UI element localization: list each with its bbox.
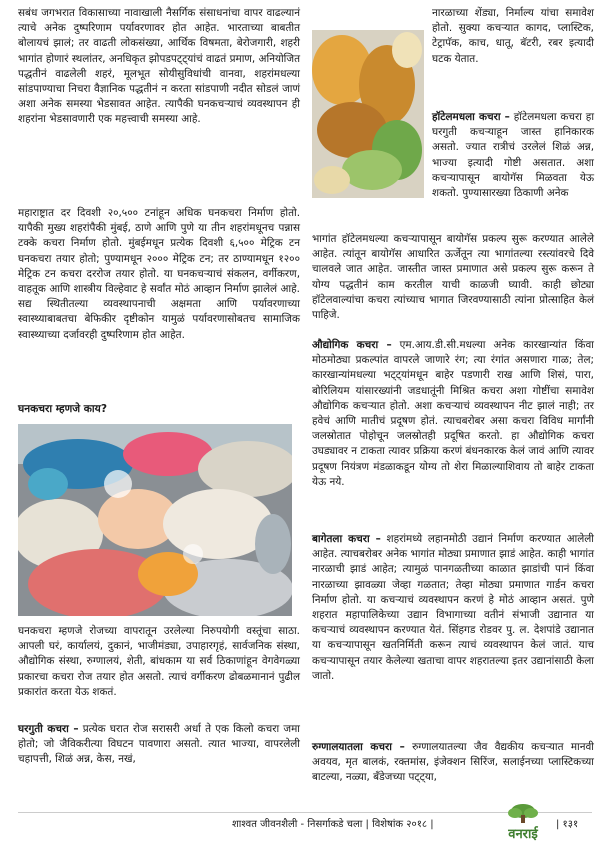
intro-paragraph: सबंध जगभरात विकासाच्या नावाखाली नैसर्गिक संसाधनांचा वापर वाढल्यानं त्याचे अनेक दुष्परिणाम पर्यावरणावर होत आहेत. भारताच्या बाबतीत बोलायचं झालं; तर वाढती लोकसंख्या, आर्थिक विषमता, बेरोजगारी, शहरी भागांत होणारं स्थलांतर, अनधिकृत झोपडपट्ट्यांचं वाढतं प्रमाण, अनियोजित पद्धतीनं वाढलेली शहरं, मूलभूत सोयीसुविधांची वानवा, शहरांमधल्या सांडपाण्याचा निचरा वैज्ञानिक पद्धतीनं न करता सांडपाणी नदीत सोडलं जाणं अशा अनेक समस्या भेडसावत आहेत. त्यापैकी घनकचऱ्याचं व्यवस्थापन ही शहरांना भेडसावणारी एक महत्त्वाची समस्या आहे.	[18, 7, 300, 126]
dry-waste-continuation: नारळाच्या शेंड्या, निर्माल्य यांचा समावेश होतो. सुक्या कचऱ्यात कागद, प्लास्टिक, टेट्रापॅक, काच, धातू, बॅटरी, रबर इत्यादी घटक येतात.	[432, 7, 594, 65]
garden-waste-title: बागेतला कचरा –	[312, 533, 381, 545]
logo-text: वनराई	[508, 827, 538, 842]
waste-pile-photo	[18, 424, 292, 616]
household-waste-paragraph	[18, 722, 300, 768]
food-waste-photo	[312, 30, 424, 198]
industrial-waste-title: औद्योगिक कचरा –	[312, 339, 392, 351]
waste-pile-illustration	[18, 424, 292, 616]
industrial-waste-paragraph	[312, 338, 594, 490]
tree-icon	[498, 802, 548, 844]
household-waste-title: घरगुती कचरा –	[18, 723, 79, 735]
industrial-waste-text: एम.आय.डी.सी.मधल्या अनेक कारखान्यांत किंवा मोठमोठ्या प्रकल्पांत वापरले जाणारे रंग; त्या रंगांत असणारा गाळ; तेल; कारखान्यांमधल्या भट्ट्यांमधून बाहेर पडणारी राख आणि शिसं, पारा, बोरिलियम यांसारख्यांनी जडधातूंनी मिश्रित कचरा अशा गोष्टींचा समावेश औद्योगिक कचऱ्यात होतो. अशा कचऱ्याचं व्यवस्थापन नीट झालं नाही; तर हवेचं आणि मातीचं प्रदूषण होतं. त्याचबरोबर असा कचरा विविध मार्गांनी जलस्रोतात पोहोचून जलस्रोतही प्रदूषित करतो. हा औद्योगिक कचरा उघड्यावर न टाकता त्यावर प्रक्रिया करणं बंधनकारक केलं जावं आणि त्यावर प्रदूषण नियंत्रण मंडळाकडून योग्य तो शेरा मिळाल्याशिवाय तो बाहेर टाकता येऊ नये.	[312, 339, 594, 488]
vanarai-logo	[498, 802, 548, 844]
hotel-waste-text-top: हॉटेलमधला कचरा हा घरगुती कचऱ्याहून जास्त हानिकारक असतो. ज्यात रात्रीचं उरलेलं शिळं अन्न, भाज्या इत्यादी गोष्टी असतात. अशा कचऱ्यापासून बायोगॅस मिळवता येऊ शकतो. पुण्यासारख्या ठिकाणी अनेक	[432, 111, 595, 200]
what-is-waste-heading: घनकचरा म्हणजे काय?	[18, 403, 107, 415]
hotel-waste-intro	[432, 110, 594, 201]
garden-waste-paragraph	[312, 532, 594, 684]
hospital-waste-title: रुग्णालयातला कचरा –	[312, 741, 405, 753]
hospital-waste-text: रुग्णालयातल्या जैव वैद्यकीय कचऱ्यात मानवी अवयव, मृत बालकं, रक्तमांस, इंजेक्शन सिरिंज, सलाईनच्या प्लास्टिकच्या बाटल्या, नळ्या, बँडेजच्या पट्ट्या,	[312, 741, 594, 784]
hotel-waste-paragraph: भागांत हॉटेलमधल्या कचऱ्यापासून बायोगॅस प्रकल्प सुरू करण्यात आलेले आहेत. त्यांतून बायोगॅस आधारित ऊर्जेतून त्या भागांतल्या रस्त्यांवरचे दिवे चालवले जात आहेत. जास्तीत जास्त प्रमाणात असे प्रकल्प सुरू करून ते योग्य पद्धतीनं काम करतील याची काळजी घ्यावी. काही छोट्या हॉटेलवाल्यांचा कचरा त्यांच्याच भागात जिरवण्यासाठी त्यांना प्रोत्साहित केलं पाहिजे.	[312, 233, 594, 322]
hospital-waste-paragraph	[312, 740, 594, 786]
page-number: | १३१	[556, 819, 579, 830]
food-waste-illustration	[312, 30, 424, 198]
household-waste-text: प्रत्येक घरात रोज सरासरी अर्धा ते एक किलो कचरा जमा होतो; जो जैविकरीत्या विघटन पावणारा असतो. त्यात भाज्या, वापरलेली चहापत्ती, शिळं अन्न, केस, नखं,	[18, 723, 300, 766]
maharashtra-paragraph: महाराष्ट्रात दर दिवशी २०,५०० टनांहून अधिक घनकचरा निर्माण होतो. यापैकी मुख्य शहरांपैकी मुंबई, ठाणे आणि पुणे या तीन शहरांमधूनच पन्नास टक्के कचरा निर्माण होतो. मुंबईमधून प्रत्येक दिवशी ६,५०० मेट्रिक टन घनकचरा तयार होतो; पुण्यामधून २००० मेट्रिक टन; तर ठाण्यामधून १२०० मेट्रिक टन कचरा दररोज तयार होतो. या घनकचऱ्याचं संकलन, वर्गीकरण, वाहतूक आणि शास्त्रीय विल्हेवाट हे सर्वांत मोठं आव्हान निर्माण झालेलं आहे. सद्य स्थितीतल्या व्यवस्थापनाची अक्षमता आणि पर्यावरणाच्या स्वास्थ्याबाबतचा बेफिकीर दृष्टीकोन यामुळं पर्यावरणासोबतच सामाजिक स्वास्थ्याच्या दर्जावरही दुष्परिणाम होत आहेत.	[18, 207, 300, 341]
hotel-waste-title: हॉटेलमधला कचरा –	[432, 111, 510, 123]
footer-running-title: शाश्वत जीवनशैली - निसर्गाकडे चला | विशेषांक २०१८ |	[232, 819, 434, 830]
what-is-paragraph: घनकचरा म्हणजे रोजच्या वापरातून उरलेल्या निरुपयोगी वस्तूंचा साठा. आपली घरं, कार्यालयं, दुकानं, भाजीमंड्या, उपाहारगृहं, सार्वजनिक संस्था, औद्योगिक संस्था, रुग्णालयं, शेती, बांधकाम या सर्व ठिकाणांहून वेगवेगळ्या प्रकारचा कचरा रोज तयार होत असतो. त्याचं वर्गीकरण ढोबळमानानं पुढील प्रकारांत करता येऊ शकतं.	[18, 625, 300, 698]
garden-waste-text: शहरांमध्ये लहानमोठी उद्यानं निर्माण करण्यात आलेली आहेत. त्याचबरोबर अनेक भागांत मोठ्या प्रमाणात झाडं आहेत. काही भागांत नारळाची झाडं आहेत; त्यामुळं पानगळतीच्या काळात झाडांची पानं किंवा नारळाच्या झावळ्या जेव्हा गळतात; तेव्हा मोठ्या प्रमाणात गार्डन कचरा निर्माण होतो. या कचऱ्याचं व्यवस्थापन करणं हे मोठं आव्हान असतं. पुणे शहरात महापालिकेच्या उद्यान विभागाच्या वतीनं संभाजी उद्यानात या कचऱ्याचं व्यवस्थापन करण्यात येतं. सिंहगड रोडवर पु. ल. देशपांडे उद्यानात या कचऱ्यापासून खतनिर्मिती करून त्याचं व्यवस्थापन केलं जातं. याच कचऱ्यापासून तयार केलेल्या खताचा वापर शहरातल्या इतर उद्यानांसाठी केला जातो.	[312, 533, 594, 682]
